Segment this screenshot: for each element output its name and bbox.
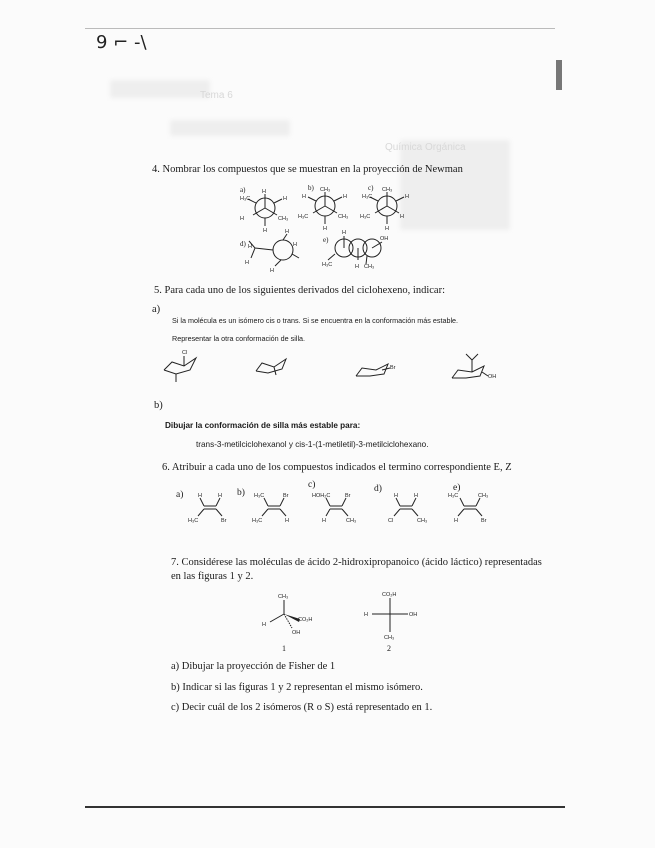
- svg-text:H: H: [364, 612, 368, 618]
- question-6-title: 6. Atribuir a cada uno de los compuestos indicados el termino correspondiente E, Z: [162, 462, 512, 473]
- svg-text:H: H: [342, 230, 346, 236]
- cyclohexane-chair-1: [162, 348, 202, 383]
- svg-text:H: H: [263, 228, 267, 234]
- svg-text:H: H: [302, 194, 306, 200]
- q5-part-b-instruction: Dibujar la conformación de silla más estable para:: [165, 421, 361, 430]
- hydroxyl-label: OH: [488, 374, 497, 380]
- svg-text:Cl: Cl: [388, 518, 394, 524]
- svg-text:CH₃: CH₃: [320, 187, 331, 193]
- svg-text:H₃C: H₃C: [362, 194, 373, 200]
- bleed-through-block: [400, 140, 510, 230]
- q7-item-a: a) Dibujar la proyección de Fisher de 1: [171, 661, 336, 672]
- alkene-e: [448, 492, 498, 524]
- svg-text:CH₃: CH₃: [364, 264, 375, 270]
- q5-part-b-label: b): [154, 400, 163, 411]
- alkene-d: [384, 492, 434, 524]
- page-edge-bottom: [85, 806, 565, 808]
- q4-label-c: c): [368, 184, 374, 192]
- svg-text:H₃C: H₃C: [188, 518, 199, 524]
- ghost-text: Química Orgánica: [385, 142, 466, 153]
- question-4-title: 4. Nombrar los compuestos que se muestran en la proyección de Newman: [152, 164, 463, 175]
- svg-text:H: H: [414, 493, 418, 499]
- q4-label-b: b): [308, 184, 314, 192]
- newman-projection-b: [298, 187, 350, 232]
- svg-text:CH₃: CH₃: [338, 214, 349, 220]
- alkene-c: [312, 492, 367, 524]
- svg-text:Br: Br: [283, 493, 289, 499]
- bleed-through-block: [110, 80, 210, 98]
- svg-text:H: H: [454, 518, 458, 524]
- svg-text:Br: Br: [481, 518, 487, 524]
- q5-part-a-instruction: Si la molécula es un isómero cis o trans. Si se encuentra en la conformación más estable.: [172, 316, 459, 325]
- bleed-through-block: [170, 120, 290, 136]
- svg-text:CH₃: CH₃: [417, 518, 428, 524]
- svg-text:H: H: [270, 268, 274, 274]
- q6-label-c: c): [308, 480, 316, 490]
- newman-projection-e: [322, 228, 392, 273]
- q7-item-b: b) Indicar si las figuras 1 y 2 representan el mismo isómero.: [171, 682, 423, 693]
- ghost-text: Tema 6: [200, 90, 233, 101]
- svg-text:Br: Br: [221, 518, 227, 524]
- q4-label-a: a): [240, 186, 246, 194]
- svg-text:H₃C: H₃C: [322, 262, 333, 268]
- question-5-title: 5. Para cada uno de los siguientes derivados del ciclohexeno, indicar:: [154, 285, 445, 296]
- svg-text:H₃C: H₃C: [252, 518, 263, 524]
- svg-text:H: H: [394, 493, 398, 499]
- svg-text:OH: OH: [409, 612, 418, 618]
- svg-text:H: H: [405, 194, 409, 200]
- svg-text:H: H: [218, 493, 222, 499]
- page-edge-right: [556, 60, 562, 90]
- svg-text:H: H: [283, 196, 287, 202]
- svg-text:H: H: [385, 226, 389, 232]
- svg-text:HOH₂C: HOH₂C: [312, 493, 331, 499]
- q6-label-a: a): [176, 490, 184, 500]
- svg-text:CH₃: CH₃: [278, 594, 289, 600]
- newman-projection-c: [360, 187, 412, 232]
- svg-text:CO₂H: CO₂H: [298, 617, 313, 623]
- svg-text:H: H: [248, 244, 252, 250]
- svg-text:H: H: [293, 242, 297, 248]
- newman-projection-a: [240, 189, 290, 234]
- svg-text:H₃C: H₃C: [240, 196, 251, 202]
- cyclohexane-chair-3: [354, 358, 402, 383]
- page-edge-top: [85, 28, 555, 29]
- svg-text:OH: OH: [292, 630, 301, 636]
- svg-text:H: H: [322, 518, 326, 524]
- question-7-title: 7. Considérese las moléculas de ácido 2-hidroxipropanoico (ácido láctico) representadas: [171, 557, 542, 568]
- svg-text:H₃C: H₃C: [298, 214, 309, 220]
- svg-text:H: H: [285, 229, 289, 235]
- svg-text:CO₂H: CO₂H: [382, 592, 397, 598]
- alkene-b: [252, 492, 302, 524]
- svg-text:OH: OH: [380, 236, 389, 242]
- handwritten-page-mark: 9 ⌐ -\: [96, 32, 147, 53]
- figure-2-number: 2: [387, 644, 391, 653]
- lactic-acid-figure-1: [256, 592, 316, 642]
- svg-text:CH₃: CH₃: [382, 187, 393, 193]
- q5-part-a-label: a): [152, 304, 161, 315]
- svg-text:H: H: [400, 214, 404, 220]
- cyclohexane-chair-2: [254, 355, 294, 380]
- svg-text:H: H: [245, 260, 249, 266]
- svg-text:H: H: [262, 622, 266, 628]
- q6-label-e: e): [453, 483, 461, 493]
- chloro-label: Cl: [182, 350, 188, 356]
- q4-label-d: d): [240, 240, 246, 248]
- bromo-label: Br: [390, 365, 396, 371]
- svg-text:H: H: [355, 264, 359, 270]
- svg-text:H: H: [198, 493, 202, 499]
- q5-part-a-instruction-2: Representar la otra conformación de silla.: [172, 334, 306, 343]
- svg-text:H: H: [240, 216, 244, 222]
- svg-text:CH₃: CH₃: [384, 635, 395, 641]
- question-7-title-2: en las figuras 1 y 2.: [171, 571, 254, 582]
- q6-label-d: d): [374, 484, 382, 494]
- q4-label-e: e): [323, 236, 329, 244]
- figure-1-number: 1: [282, 644, 286, 653]
- q7-item-c: c) Decir cuál de los 2 isómeros (R o S) está representado en 1.: [171, 702, 433, 713]
- lactic-acid-figure-2: [362, 592, 422, 642]
- q6-label-b: b): [237, 488, 245, 498]
- svg-text:CH₃: CH₃: [278, 216, 289, 222]
- svg-text:CH₃: CH₃: [478, 493, 489, 499]
- svg-text:H: H: [262, 189, 266, 195]
- svg-text:Br: Br: [345, 493, 351, 499]
- svg-text:H: H: [343, 194, 347, 200]
- cyclohexane-chair-4: [450, 350, 505, 385]
- q5-part-b-compounds: trans-3-metilciclohexanol y cis-1-(1-metiletil)-3-metilciclohexano.: [196, 440, 429, 449]
- svg-text:H₃C: H₃C: [448, 493, 459, 499]
- alkene-a: [188, 492, 238, 524]
- newman-projection-d: [245, 228, 300, 273]
- svg-text:H₃C: H₃C: [254, 493, 265, 499]
- svg-text:H: H: [323, 226, 327, 232]
- svg-text:CH₃: CH₃: [346, 518, 357, 524]
- svg-text:H: H: [285, 518, 289, 524]
- svg-text:H₃C: H₃C: [360, 214, 371, 220]
